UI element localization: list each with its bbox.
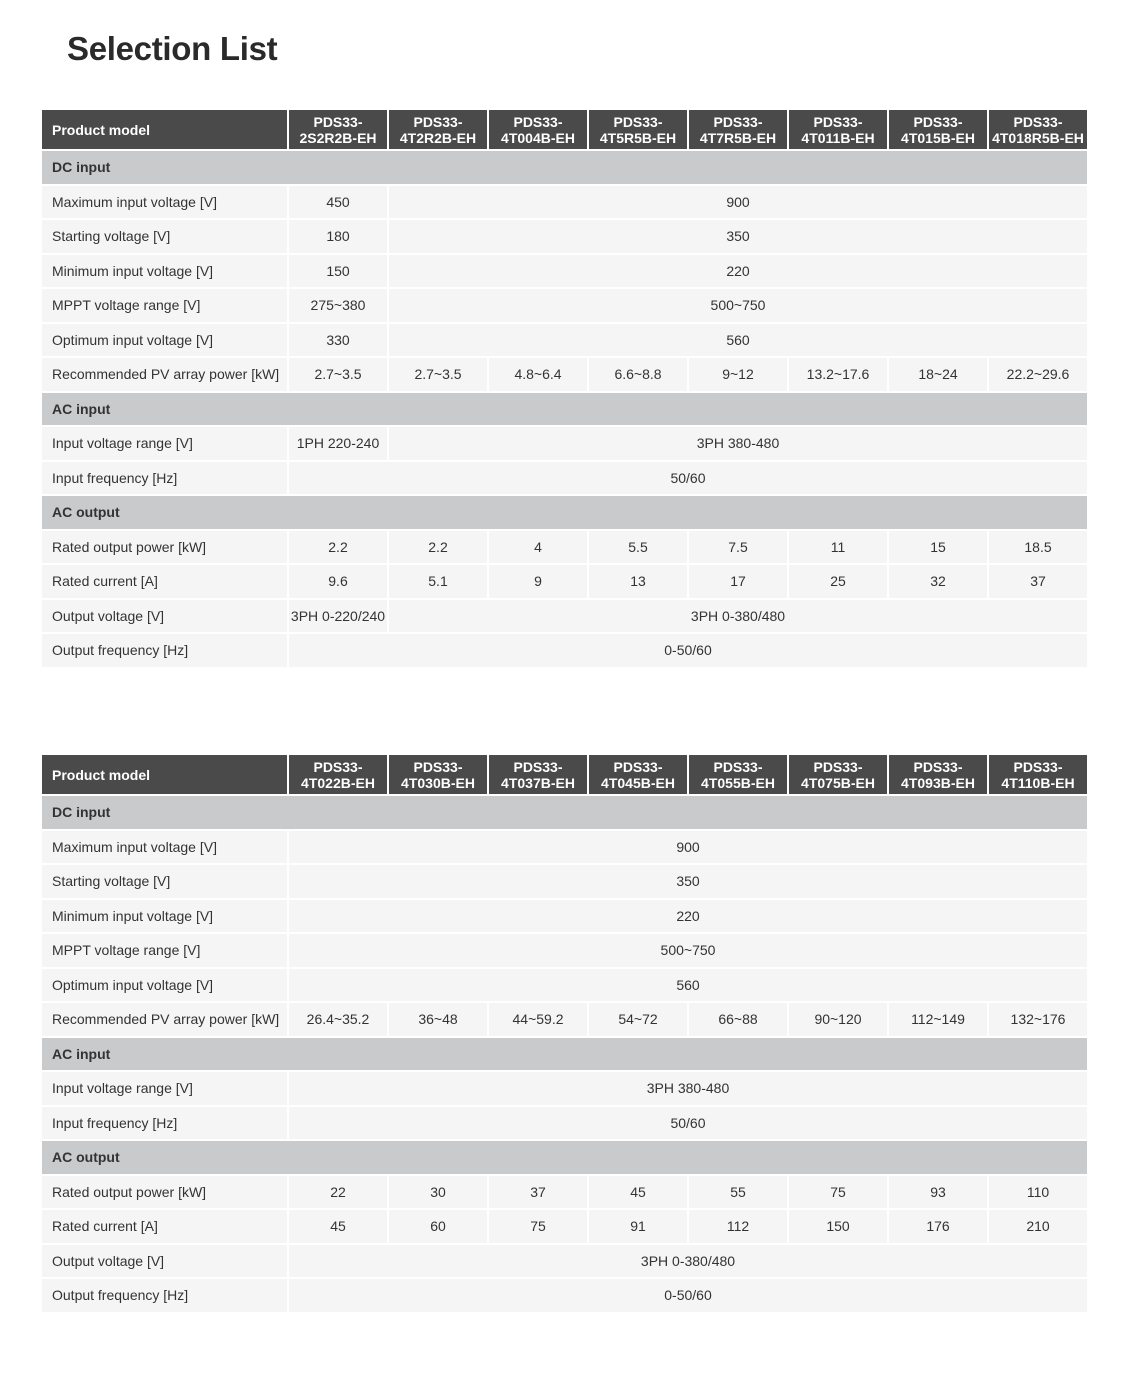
row-label: Starting voltage [V] bbox=[41, 864, 288, 899]
selection-table-1 bbox=[40, 108, 1089, 669]
value-cell: 350 bbox=[388, 219, 1088, 254]
value-cell: 13 bbox=[588, 564, 688, 599]
value-cell: 900 bbox=[388, 185, 1088, 220]
model-header: PDS33- 4T015B-EH bbox=[888, 109, 988, 150]
value-cell: 1PH 220-240 bbox=[288, 426, 388, 461]
table-row bbox=[41, 323, 1088, 358]
model-header: PDS33- 4T037B-EH bbox=[488, 754, 588, 795]
section-row bbox=[41, 495, 1088, 530]
table-row bbox=[41, 185, 1088, 220]
model-header: PDS33- 4T030B-EH bbox=[388, 754, 488, 795]
value-cell: 45 bbox=[288, 1209, 388, 1244]
row-label: MPPT voltage range [V] bbox=[41, 933, 288, 968]
value-cell: 9~12 bbox=[688, 357, 788, 392]
value-cell: 2.2 bbox=[288, 530, 388, 565]
value-cell: 330 bbox=[288, 323, 388, 358]
section-title: DC input bbox=[41, 150, 1088, 185]
table-row bbox=[41, 830, 1088, 865]
model-header: PDS33- 4T093B-EH bbox=[888, 754, 988, 795]
value-cell: 18.5 bbox=[988, 530, 1088, 565]
header-row bbox=[41, 109, 1088, 150]
value-cell: 900 bbox=[288, 830, 1088, 865]
table-row bbox=[41, 1106, 1088, 1141]
value-cell: 3PH 0-220/240 bbox=[288, 599, 388, 634]
value-cell: 110 bbox=[988, 1175, 1088, 1210]
value-cell: 37 bbox=[988, 564, 1088, 599]
table-row bbox=[41, 1071, 1088, 1106]
value-cell: 93 bbox=[888, 1175, 988, 1210]
row-label: Output frequency [Hz] bbox=[41, 1278, 288, 1313]
table-row bbox=[41, 461, 1088, 496]
value-cell: 2.7~3.5 bbox=[388, 357, 488, 392]
value-cell: 36~48 bbox=[388, 1002, 488, 1037]
value-cell: 75 bbox=[788, 1175, 888, 1210]
value-cell: 54~72 bbox=[588, 1002, 688, 1037]
row-label: Maximum input voltage [V] bbox=[41, 830, 288, 865]
model-header: PDS33- 4T004B-EH bbox=[488, 109, 588, 150]
value-cell: 45 bbox=[588, 1175, 688, 1210]
row-label: Rated output power [kW] bbox=[41, 530, 288, 565]
value-cell: 500~750 bbox=[388, 288, 1088, 323]
row-label: Rated current [A] bbox=[41, 564, 288, 599]
section-row bbox=[41, 150, 1088, 185]
table-row bbox=[41, 933, 1088, 968]
page-title: Selection List bbox=[67, 30, 278, 67]
row-label: Input voltage range [V] bbox=[41, 1071, 288, 1106]
section-title: AC input bbox=[41, 392, 1088, 427]
section-row bbox=[41, 795, 1088, 830]
value-cell: 450 bbox=[288, 185, 388, 220]
value-cell: 150 bbox=[288, 254, 388, 289]
section-row bbox=[41, 1037, 1088, 1072]
table-row bbox=[41, 633, 1088, 668]
value-cell: 9.6 bbox=[288, 564, 388, 599]
model-header: PDS33- 4T011B-EH bbox=[788, 109, 888, 150]
table-row bbox=[41, 1209, 1088, 1244]
table-row bbox=[41, 899, 1088, 934]
section-title: DC input bbox=[41, 795, 1088, 830]
row-label: Output frequency [Hz] bbox=[41, 633, 288, 668]
model-header: PDS33- 4T018R5B-EH bbox=[988, 109, 1088, 150]
table-row bbox=[41, 599, 1088, 634]
model-header: PDS33- 4T5R5B-EH bbox=[588, 109, 688, 150]
model-header: PDS33- 4T110B-EH bbox=[988, 754, 1088, 795]
value-cell: 6.6~8.8 bbox=[588, 357, 688, 392]
row-label: Recommended PV array power [kW] bbox=[41, 357, 288, 392]
table-row bbox=[41, 219, 1088, 254]
value-cell: 500~750 bbox=[288, 933, 1088, 968]
value-cell: 91 bbox=[588, 1209, 688, 1244]
value-cell: 15 bbox=[888, 530, 988, 565]
model-header: PDS33- 4T045B-EH bbox=[588, 754, 688, 795]
value-cell: 220 bbox=[388, 254, 1088, 289]
table-row bbox=[41, 254, 1088, 289]
value-cell: 132~176 bbox=[988, 1002, 1088, 1037]
value-cell: 3PH 0-380/480 bbox=[288, 1244, 1088, 1279]
table-row bbox=[41, 1244, 1088, 1279]
table-row bbox=[41, 530, 1088, 565]
value-cell: 17 bbox=[688, 564, 788, 599]
row-label: Minimum input voltage [V] bbox=[41, 254, 288, 289]
row-label: Recommended PV array power [kW] bbox=[41, 1002, 288, 1037]
value-cell: 32 bbox=[888, 564, 988, 599]
selection-table-2 bbox=[40, 753, 1089, 1314]
value-cell: 3PH 380-480 bbox=[388, 426, 1088, 461]
row-label: Starting voltage [V] bbox=[41, 219, 288, 254]
model-header: PDS33- 4T075B-EH bbox=[788, 754, 888, 795]
value-cell: 30 bbox=[388, 1175, 488, 1210]
value-cell: 180 bbox=[288, 219, 388, 254]
value-cell: 275~380 bbox=[288, 288, 388, 323]
row-label: Input frequency [Hz] bbox=[41, 1106, 288, 1141]
row-label: MPPT voltage range [V] bbox=[41, 288, 288, 323]
section-title: AC output bbox=[41, 1140, 1088, 1175]
value-cell: 7.5 bbox=[688, 530, 788, 565]
row-label: Input frequency [Hz] bbox=[41, 461, 288, 496]
value-cell: 112~149 bbox=[888, 1002, 988, 1037]
value-cell: 90~120 bbox=[788, 1002, 888, 1037]
value-cell: 25 bbox=[788, 564, 888, 599]
value-cell: 0-50/60 bbox=[288, 1278, 1088, 1313]
value-cell: 2.2 bbox=[388, 530, 488, 565]
value-cell: 3PH 380-480 bbox=[288, 1071, 1088, 1106]
value-cell: 66~88 bbox=[688, 1002, 788, 1037]
value-cell: 26.4~35.2 bbox=[288, 1002, 388, 1037]
value-cell: 5.5 bbox=[588, 530, 688, 565]
value-cell: 560 bbox=[288, 968, 1088, 1003]
value-cell: 220 bbox=[288, 899, 1088, 934]
row-label: Optimum input voltage [V] bbox=[41, 968, 288, 1003]
value-cell: 50/60 bbox=[288, 1106, 1088, 1141]
row-label: Minimum input voltage [V] bbox=[41, 899, 288, 934]
header-label: Product model bbox=[41, 109, 288, 150]
value-cell: 4.8~6.4 bbox=[488, 357, 588, 392]
model-header: PDS33- 4T055B-EH bbox=[688, 754, 788, 795]
value-cell: 11 bbox=[788, 530, 888, 565]
value-cell: 150 bbox=[788, 1209, 888, 1244]
row-label: Output voltage [V] bbox=[41, 1244, 288, 1279]
table-row bbox=[41, 288, 1088, 323]
value-cell: 50/60 bbox=[288, 461, 1088, 496]
value-cell: 75 bbox=[488, 1209, 588, 1244]
value-cell: 2.7~3.5 bbox=[288, 357, 388, 392]
section-row bbox=[41, 1140, 1088, 1175]
value-cell: 22 bbox=[288, 1175, 388, 1210]
value-cell: 9 bbox=[488, 564, 588, 599]
value-cell: 37 bbox=[488, 1175, 588, 1210]
row-label: Maximum input voltage [V] bbox=[41, 185, 288, 220]
value-cell: 5.1 bbox=[388, 564, 488, 599]
value-cell: 112 bbox=[688, 1209, 788, 1244]
table-row bbox=[41, 564, 1088, 599]
value-cell: 3PH 0-380/480 bbox=[388, 599, 1088, 634]
header-row bbox=[41, 754, 1088, 795]
value-cell: 18~24 bbox=[888, 357, 988, 392]
section-title: AC output bbox=[41, 495, 1088, 530]
value-cell: 350 bbox=[288, 864, 1088, 899]
value-cell: 4 bbox=[488, 530, 588, 565]
value-cell: 13.2~17.6 bbox=[788, 357, 888, 392]
value-cell: 176 bbox=[888, 1209, 988, 1244]
row-label: Optimum input voltage [V] bbox=[41, 323, 288, 358]
table-row bbox=[41, 864, 1088, 899]
row-label: Output voltage [V] bbox=[41, 599, 288, 634]
table-row bbox=[41, 1278, 1088, 1313]
table-row bbox=[41, 968, 1088, 1003]
value-cell: 22.2~29.6 bbox=[988, 357, 1088, 392]
table-row bbox=[41, 357, 1088, 392]
value-cell: 560 bbox=[388, 323, 1088, 358]
section-row bbox=[41, 392, 1088, 427]
table-row bbox=[41, 1002, 1088, 1037]
value-cell: 44~59.2 bbox=[488, 1002, 588, 1037]
row-label: Rated output power [kW] bbox=[41, 1175, 288, 1210]
value-cell: 60 bbox=[388, 1209, 488, 1244]
model-header: PDS33- 4T2R2B-EH bbox=[388, 109, 488, 150]
model-header: PDS33- 4T7R5B-EH bbox=[688, 109, 788, 150]
value-cell: 0-50/60 bbox=[288, 633, 1088, 668]
row-label: Input voltage range [V] bbox=[41, 426, 288, 461]
table-row bbox=[41, 426, 1088, 461]
header-label: Product model bbox=[41, 754, 288, 795]
value-cell: 210 bbox=[988, 1209, 1088, 1244]
model-header: PDS33- 2S2R2B-EH bbox=[288, 109, 388, 150]
row-label: Rated current [A] bbox=[41, 1209, 288, 1244]
model-header: PDS33- 4T022B-EH bbox=[288, 754, 388, 795]
table-row bbox=[41, 1175, 1088, 1210]
value-cell: 55 bbox=[688, 1175, 788, 1210]
section-title: AC input bbox=[41, 1037, 1088, 1072]
